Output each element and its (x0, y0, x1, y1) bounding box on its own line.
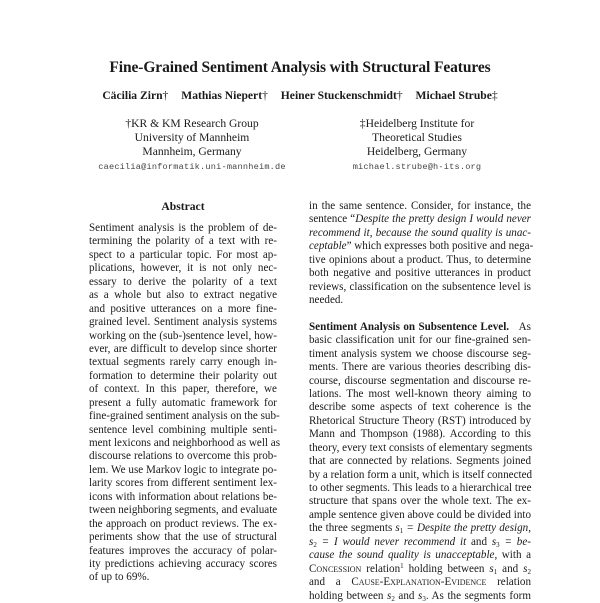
text-line: in the same sentence. Consider, for instance, the (309, 200, 531, 212)
text-line: essary to derive the polarity of a text (89, 275, 277, 288)
body-right-column (309, 200, 534, 603)
text-line: of context. In this paper, therefore, we (89, 383, 277, 396)
author-name: Heiner Stuckenschmidt (280, 89, 397, 102)
text-line: working on the (sub-)sentence level, how- (89, 329, 277, 342)
text-line: periments show that the use of structural (89, 531, 277, 544)
text-line: to other segments. This leads to a hierarchical tree (309, 482, 532, 495)
text-span: holding between (309, 589, 387, 602)
text-line (309, 522, 531, 535)
affiliation-line: †KR & KM Research Group (125, 117, 259, 130)
math-sub: 1 (493, 567, 498, 576)
text-span: and (394, 589, 418, 602)
section-heading: Sentiment Analysis on Subsentence Level. (309, 320, 510, 333)
text-line: ment lexicons and neighborhood as well as (89, 437, 281, 449)
text-line (309, 240, 534, 253)
text-line: formation to determine their polarity out (89, 369, 277, 382)
text-span: relation (361, 562, 401, 575)
affiliation-line: Mannheim, Germany (142, 145, 242, 159)
affiliation-line: ‡Heidelberg Institute for (359, 117, 475, 130)
text-line: grained level. Sentiment analysis systems (89, 316, 277, 329)
text-line: lem. We use Markov logic to integrate po- (89, 463, 277, 476)
text-span: and (497, 562, 524, 575)
text-line (309, 590, 531, 603)
math-var: s (309, 535, 314, 548)
text-line: both negative and positive utterances in product (309, 267, 531, 280)
text-line (309, 227, 531, 240)
affiliation-mark: † (396, 89, 403, 102)
author-email: michael.strube@h-its.org (352, 161, 482, 172)
text-line: present a fully automatic framework for (89, 396, 277, 409)
affiliation-line: University of Mannheim (134, 131, 250, 145)
text-line: of up to 69%. (89, 571, 150, 584)
text-line: tween neighboring segments, and evaluate (89, 504, 278, 517)
affiliation-block (322, 117, 512, 174)
example-quote: I would never recommend it (333, 535, 467, 548)
text-line: reviews, classification on the subsentence level is (309, 280, 531, 293)
text-span: sentence “ (309, 213, 356, 226)
text-span: ” which expresses both positive and nega- (346, 240, 534, 253)
text-line (309, 563, 531, 576)
relation-name: Concession (309, 562, 362, 575)
relation-name: Cause-Explanation-Evidence (351, 576, 487, 589)
text-line: needed. (309, 294, 344, 307)
text-line: fine-grained sentiment analysis on the sub- (89, 410, 280, 423)
text-line: termining the polarity of a text with re- (89, 235, 277, 248)
text-line: that are connected by relations. Segments joined (309, 455, 531, 468)
text-line: Mann and Thompson (1988). According to this (309, 428, 531, 441)
text-span: , with a (494, 549, 532, 562)
text-span: , (528, 522, 531, 535)
text-line: ity predictions achieving accuracy scores (89, 557, 277, 570)
affiliation-mark: † (262, 89, 268, 102)
math-sub: 2 (391, 594, 395, 603)
math-var: s (417, 589, 423, 602)
math-var: s (395, 522, 400, 535)
text-line: sentence level combining multiple senti- (89, 423, 277, 436)
text-line (309, 576, 531, 589)
affiliation-line: Theoretical Studies (372, 131, 462, 145)
math-var: s (489, 562, 494, 575)
text-line: Sentiment analysis is the problem of de- (89, 222, 277, 234)
math-var: s (523, 562, 528, 575)
text-span: and a (309, 576, 352, 589)
abstract-heading: Abstract (161, 200, 205, 213)
math-sub: 1 (399, 527, 404, 536)
text-line: structure that spans over the whole text. The ex- (309, 495, 531, 508)
example-quote: recommend it, because the sound quality is unac- (309, 226, 531, 239)
text-line (309, 536, 531, 549)
text-line: plications, however, it is not only nec- (89, 262, 277, 275)
footnote-marker[interactable]: 1 (400, 561, 404, 570)
text-line: ments. There are various theories describing dis- (309, 361, 531, 374)
text-span: relation (486, 576, 531, 589)
text-line (309, 213, 531, 226)
text-line: as a whole but also to extract negative (89, 289, 277, 302)
text-line (309, 549, 531, 562)
text-line: course, discourse segmentation and discourse re- (309, 374, 531, 387)
text-line: basic classification unit for our fine-grained sen- (309, 334, 531, 347)
text-line: icons with information about relations be- (89, 490, 277, 503)
text-line: and positive utterances on a more fine- (89, 302, 277, 315)
text-line: features improves the accuracy of polar- (89, 544, 277, 557)
text-line: larity scores from different sentiment lex- (89, 477, 277, 490)
example-quote: cause the sound quality is unacceptable (309, 549, 495, 562)
affiliation-mark: ‡ (491, 89, 498, 102)
text-line: spect to a particular topic. For most ap- (89, 248, 277, 261)
text-line: ever, are difficult to develop since shorter (89, 342, 277, 355)
text-span: and (466, 535, 492, 548)
text-line: timent analysis system we choose discourse seg- (309, 347, 531, 360)
paper-title: Fine-Grained Sentiment Analysis with Structural Features (109, 59, 491, 76)
text-span: = (499, 535, 517, 548)
math-var: s (491, 535, 497, 548)
author-name: Mathias Niepert (181, 89, 263, 102)
text-line: Rhetorical Structure Theory (RST) introduced by (309, 414, 531, 427)
math-sub: 2 (527, 567, 531, 576)
author-email: caecilia@informatik.uni-mannheim.de (98, 161, 286, 172)
author-list (0, 89, 600, 102)
author-name: Cäcilia Zirn (102, 89, 163, 102)
math-sub: 2 (313, 540, 317, 549)
example-quote: Despite the pretty design I would never (355, 213, 532, 226)
text-line: theory, every text consists of elementary segments (309, 441, 533, 454)
text-line: the approach on product reviews. The ex- (89, 517, 277, 530)
text-line: describe some aspects of text coherence is the (309, 401, 531, 414)
math-sub: 3 (496, 540, 500, 549)
text-span: holding between (403, 562, 490, 575)
text-span: = (403, 522, 417, 535)
text-span: As (518, 320, 531, 333)
affiliation-block (92, 117, 292, 174)
text-line: ample sentence given above could be divided into (309, 508, 531, 521)
text-line (309, 321, 531, 334)
text-line: lations. The most well-known theory aiming to (309, 387, 531, 400)
affiliation-mark: † (162, 89, 169, 102)
text-line: by a relation form a unit, which is itself connected (309, 468, 533, 481)
example-quote: be- (516, 535, 531, 548)
text-span: the three segments (309, 522, 396, 535)
example-quote: ceptable (309, 240, 347, 253)
text-span: = (316, 535, 334, 548)
text-line: textual segments rarely carry enough in- (89, 356, 277, 369)
affiliation-line: Heidelberg, Germany (366, 145, 468, 159)
example-quote: Despite the pretty design (416, 522, 529, 535)
math-var: s (387, 589, 392, 602)
text-span: . As the segments form (425, 589, 531, 602)
text-line: tive opinions about a product. Thus, to determine (309, 253, 531, 266)
text-line: discourse relations to overcome this prob- (89, 450, 277, 463)
author-name: Michael Strube (415, 89, 492, 102)
abstract-body (89, 222, 281, 585)
math-sub: 3 (422, 594, 426, 603)
